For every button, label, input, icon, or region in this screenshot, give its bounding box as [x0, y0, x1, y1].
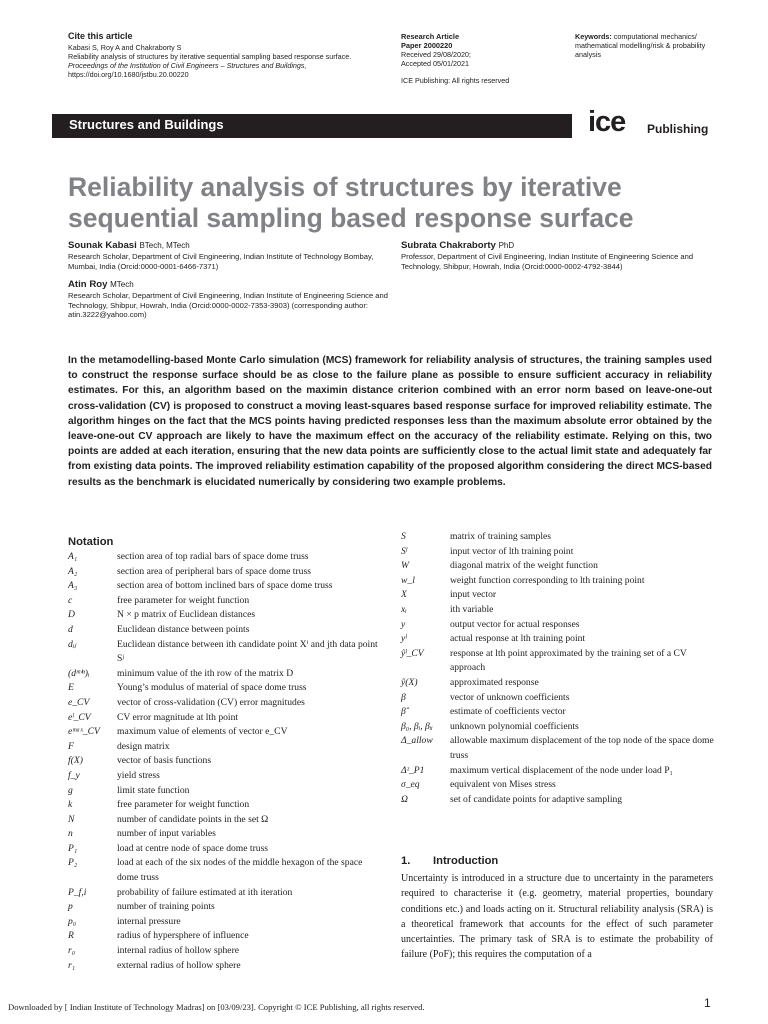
paper-number: Paper 2000220: [401, 41, 453, 50]
notation-description: load at centre node of space dome truss: [117, 842, 269, 854]
notation-symbol: d: [68, 623, 73, 635]
download-footer: Downloaded by [ Indian Institute of Technology Madras] on [03/09/23]. Copyright © ICE Publishing, all rights reserved.: [8, 1002, 425, 1012]
notation-entry: [68, 886, 386, 901]
notation-entry: [68, 725, 386, 740]
page-number: 1: [704, 996, 711, 1010]
section-heading: [401, 855, 498, 867]
notation-entry: [68, 608, 386, 623]
notation-description: number of training points: [117, 901, 215, 913]
author-block: [401, 240, 721, 271]
notation-entry: [401, 559, 716, 574]
notation-entry: [68, 711, 386, 726]
notation-entry: [68, 827, 386, 842]
paper-title: Reliability analysis of structures by iterative sequential sampling based response surface: [68, 172, 634, 233]
ice-publishing-logo: [588, 106, 716, 140]
notation-description: limit state function: [117, 784, 190, 796]
notation-entry: [401, 676, 716, 691]
notation-symbol: R: [68, 930, 74, 942]
keywords-text: computational mechanics/ mathematical modelling/risk & probability analysis: [575, 32, 706, 60]
notation-description: number of candidate points in the set Ω: [117, 813, 269, 825]
notation-description: output vector for actual responses: [450, 618, 580, 630]
notation-entry: [68, 959, 386, 974]
notation-entry: [401, 618, 716, 633]
cite-heading: Cite this article: [68, 31, 133, 41]
notation-symbol: eᵐᵃˣ_CV: [68, 726, 100, 738]
notation-description: response at lth point approximated by the training set of a CV approach: [450, 647, 687, 674]
notation-symbol: ŷ(X): [401, 676, 418, 688]
notation-description: CV error magnitude at lth point: [117, 711, 239, 723]
notation-symbol: E: [68, 682, 74, 694]
notation-entry: [401, 793, 716, 808]
abstract: In the metamodelling-based Monte Carlo simulation (MCS) framework for reliability analysis of structures, the training samples used to construct the response surface should be as close to the failure plane as possible to ensure sufficient accuracy in reliability estimates. For this, an algorithm based on the maximin distance criterion combined with an error norm based on leave-one-out cross-validation (CV) is proposed to construct a moving least-squares based response surface for improved reliability estimate. The algorithm hinges on the fact that the MCS points having predicted responses less than the maximum absolute error obtained by the leave-one-out CV approach are likely to have the maximum effect on the accuracy of the reliability estimate. Relying on this, two points are added at each iteration, ensuring that the new data points are sufficiently close to the actual limit state and adequately far from existing data points. The improved reliability estimation capability of the proposed algorithm considering the direct MCS-based results as the benchmark is elucidated numerically by considering two example problems.: [68, 355, 712, 488]
notation-symbol: dᵢⱼ: [68, 638, 76, 650]
notation-entry: [401, 720, 716, 735]
notation-symbol: A₃: [68, 580, 78, 592]
notation-symbol: β₀, βᵢ, βᵢᵢ: [401, 720, 433, 732]
notation-entry: [68, 769, 386, 784]
notation-description: vector of basis functions: [117, 755, 212, 767]
article-type: Research Article: [401, 32, 460, 41]
notation-list-right: [401, 530, 716, 807]
section-title: Introduction: [433, 855, 499, 867]
notation-description: equivalent von Mises stress: [450, 779, 556, 791]
notation-description: section area of peripheral bars of space dome truss: [117, 565, 311, 577]
notation-entry: [401, 632, 716, 647]
notation-symbol: r₁: [68, 959, 76, 971]
notation-symbol: xᵢ: [401, 603, 407, 615]
notation-description: vector of cross-validation (CV) error magnitudes: [117, 696, 305, 708]
notation-entry: [68, 681, 386, 696]
notation-entry: [68, 944, 386, 959]
notation-entry: [68, 784, 386, 799]
notation-symbol: X: [401, 589, 407, 601]
notation-description: free parameter for weight function: [117, 799, 250, 811]
notation-entry: [401, 588, 716, 603]
notation-description: unknown polynomial coefficients: [450, 720, 579, 732]
notation-description: Young’s modulus of material of space dome truss: [117, 682, 307, 694]
author-degree: MTech: [110, 280, 134, 289]
notation-description: input vector of lth training point: [450, 545, 574, 557]
notation-symbol: Δ_allow: [401, 735, 433, 747]
notation-description: Euclidean distance between ith candidate point Xⁱ and jth data point Sʲ: [117, 638, 378, 665]
notation-symbol: f(X): [68, 755, 83, 767]
notation-entry: [401, 705, 716, 720]
notation-symbol: Δᶻ_P1: [401, 764, 425, 776]
notation-symbol: c: [68, 594, 73, 606]
notation-entry: [68, 856, 386, 885]
notation-description: diagonal matrix of the weight function: [450, 560, 598, 572]
notation-symbol: ŷˡ_CV: [401, 647, 424, 659]
notation-symbol: r₀: [68, 945, 76, 957]
notation-entry: [401, 764, 716, 779]
notation-heading: Notation: [68, 536, 114, 548]
notation-description: estimate of coefficients vector: [450, 706, 566, 718]
notation-symbol: P_f,i: [68, 886, 87, 898]
notation-symbol: e_CV: [68, 696, 90, 708]
cite-title: Reliability analysis of structures by iterative sequential sampling based response surface.: [68, 52, 352, 61]
notation-symbol: y: [401, 618, 406, 630]
notation-entry: [401, 691, 716, 706]
author-degree: BTech, MTech: [139, 241, 190, 250]
notation-symbol: P₂: [68, 857, 78, 869]
notation-symbol: β̂: [401, 706, 406, 718]
notation-description: allowable maximum displacement of the top node of the space dome truss: [450, 735, 714, 761]
notation-symbol: (dᵐⁱⁿ)ᵢ: [68, 667, 90, 679]
notation-entry: [68, 740, 386, 755]
notation-symbol: eˡ_CV: [68, 711, 91, 723]
notation-entry: [68, 594, 386, 609]
notation-description: yield stress: [117, 769, 160, 781]
notation-description: ith variable: [450, 603, 494, 615]
intro-paragraph: Uncertainty is introduced in a structure due to uncertainty in the parameters required to characterise it (e.g. geometry, material properties, boundary conditions etc.) and loads acting on it. Structural reliability analysis (SRA) is a theoretical framework that accounts for the effect of such parameter uncertainties. The primary task of SRA is to estimate the probability of failure (PoF); this requires the computation of a: [401, 873, 713, 961]
author-name: Sounak Kabasi: [68, 240, 137, 251]
notation-description: maximum vertical displacement of the node under load P₁: [450, 764, 673, 776]
cite-authors: Kabasi S, Roy A and Chakraborty S: [68, 43, 182, 52]
notation-symbol: Ω: [401, 793, 408, 805]
notation-description: Euclidean distance between points: [117, 623, 250, 635]
notation-entry: [401, 530, 716, 545]
author-block: [68, 240, 388, 271]
notation-entry: [401, 734, 716, 763]
notation-entry: [68, 623, 386, 638]
notation-symbol: σ_eq: [401, 779, 420, 791]
notation-entry: [68, 929, 386, 944]
author-name: Atin Roy: [68, 279, 108, 290]
notation-symbol: D: [68, 609, 75, 621]
accepted-date: Accepted 05/01/2021: [401, 59, 469, 68]
notation-description: radius of hypersphere of influence: [117, 930, 249, 942]
cite-block: [68, 32, 398, 79]
notation-symbol: g: [68, 784, 73, 796]
notation-symbol: p: [68, 901, 73, 913]
notation-symbol: k: [68, 799, 73, 811]
notation-description: free parameter for weight function: [117, 594, 250, 606]
notation-symbol: yˡ: [401, 633, 407, 645]
notation-list-left: [68, 550, 386, 973]
keywords: [575, 32, 715, 60]
notation-symbol: A₂: [68, 565, 78, 577]
notation-description: section area of top radial bars of space dome truss: [117, 551, 309, 562]
notation-symbol: w_l: [401, 574, 415, 586]
notation-entry: [401, 778, 716, 793]
notation-description: probability of failure estimated at ith iteration: [117, 886, 293, 898]
notation-description: actual response at lth training point: [450, 633, 586, 645]
journal-band: [52, 114, 572, 138]
rights-notice: ICE Publishing: All rights reserved: [401, 76, 510, 85]
notation-entry: [68, 565, 386, 580]
notation-symbol: F: [68, 740, 74, 752]
notation-description: input vector: [450, 589, 497, 601]
notation-symbol: W: [401, 560, 409, 572]
notation-description: internal pressure: [117, 915, 181, 927]
notation-entry: [68, 696, 386, 711]
notation-description: N × p matrix of Euclidean distances: [117, 609, 256, 621]
author-degree: PhD: [498, 241, 515, 250]
notation-entry: [68, 842, 386, 857]
author-affiliation: Research Scholar, Department of Civil Engineering, Indian Institute of Technology Bombay, Mumbai, India (Orcid:0000-0001-6466-7371): [68, 252, 374, 271]
notation-entry: [68, 667, 386, 682]
notation-description: vector of unknown coefficients: [450, 691, 570, 703]
notation-description: matrix of training samples: [450, 531, 551, 542]
author-affiliation: Research Scholar, Department of Civil Engineering, Indian Institute of Engineering Science and Technology, Shibpur, Howrah, India (Orcid:0000-0002-7353-3903) (corresponding author: atin.3222@yahoo.com): [68, 291, 388, 320]
notation-description: design matrix: [117, 740, 170, 752]
received-date: Received 29/08/2020;: [401, 50, 471, 59]
notation-symbol: β: [401, 691, 406, 703]
author-block: [68, 279, 388, 320]
notation-description: internal radius of hollow sphere: [117, 945, 240, 957]
author-name: Subrata Chakraborty: [401, 240, 496, 251]
notation-description: load at each of the six nodes of the middle hexagon of the space dome truss: [117, 857, 363, 884]
notation-entry: [68, 813, 386, 828]
notation-entry: [68, 900, 386, 915]
notation-description: weight function corresponding to lth training point: [450, 574, 645, 586]
notation-symbol: S: [401, 531, 406, 542]
notation-entry: [401, 603, 716, 618]
notation-entry: [68, 638, 386, 667]
notation-entry: [68, 915, 386, 930]
notation-description: approximated response: [450, 676, 539, 688]
notation-entry: [401, 545, 716, 560]
notation-symbol: Sˡ: [401, 545, 408, 557]
keywords-label: Keywords:: [575, 32, 612, 41]
notation-symbol: p₀: [68, 915, 77, 927]
notation-symbol: A₁: [68, 551, 78, 562]
notation-entry: [401, 574, 716, 589]
notation-description: number of input variables: [117, 828, 216, 840]
logo-ice: ice: [588, 106, 626, 138]
logo-publishing: Publishing: [647, 122, 709, 136]
notation-description: section area of bottom inclined bars of space dome truss: [117, 580, 333, 592]
cite-doi[interactable]: https://doi.org/10.1680/jstbu.20.00220: [68, 70, 189, 79]
journal-name: Structures and Buildings: [69, 117, 224, 132]
notation-entry: [68, 754, 386, 769]
author-affiliation: Professor, Department of Civil Engineering, Indian Institute of Engineering Science and Technology, Shibpur, Howrah, India (Orcid:0000-0002-4792-3844): [401, 252, 694, 271]
section-number: 1.: [401, 855, 411, 867]
notation-entry: [68, 798, 386, 813]
notation-description: maximum value of elements of vector e_CV: [117, 726, 288, 738]
cite-journal: Proceedings of the Institution of Civil Engineers – Structures and Buildings,: [68, 61, 307, 70]
article-meta: [401, 32, 571, 85]
notation-symbol: n: [68, 828, 73, 840]
notation-symbol: P₁: [68, 842, 78, 854]
notation-entry: [68, 579, 386, 594]
notation-description: minimum value of the ith row of the matrix D: [117, 667, 294, 679]
notation-entry: [401, 647, 716, 676]
notation-description: set of candidate points for adaptive sampling: [450, 793, 623, 805]
notation-entry: [68, 550, 386, 565]
notation-description: external radius of hollow sphere: [117, 959, 241, 971]
notation-symbol: f_y: [68, 769, 80, 781]
notation-symbol: N: [68, 813, 75, 825]
